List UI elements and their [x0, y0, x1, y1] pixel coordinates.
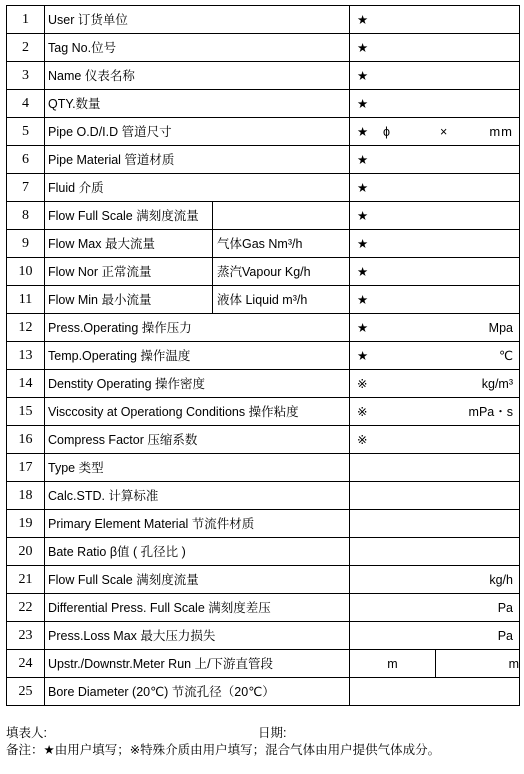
row-label: Upstr./Downstr.Meter Run 上/下游直管段 [45, 650, 350, 678]
upstream-run-cell[interactable] [350, 650, 436, 678]
required-star-icon: ★ [357, 208, 369, 223]
special-mark-icon: ※ [357, 404, 368, 419]
row-label: Press.Operating 操作压力 [45, 314, 350, 342]
form-row [7, 230, 520, 258]
fluid-unit-label: 液体 Liquid m³/h [213, 286, 350, 314]
value-cell[interactable] [350, 342, 520, 370]
value-cell[interactable] [350, 230, 520, 258]
row-label: User 订货单位 [45, 6, 350, 34]
value-cell[interactable] [350, 370, 520, 398]
value-cell[interactable] [350, 146, 520, 174]
required-star-icon: ★ [357, 124, 369, 139]
value-cell[interactable] [350, 62, 520, 90]
row-number: 9 [7, 230, 45, 258]
fluid-unit-label: 气体Gas Nm³/h [213, 230, 350, 258]
form-row [7, 566, 520, 594]
form-row [7, 202, 520, 230]
value-cell[interactable] [350, 174, 520, 202]
value-cell[interactable] [350, 678, 520, 706]
row-number: 10 [7, 258, 45, 286]
row-label: Press.Loss Max 最大压力损失 [45, 622, 350, 650]
unit-label: kg/h [489, 572, 513, 587]
row-label: Calc.STD. 计算标准 [45, 482, 350, 510]
form-row [7, 426, 520, 454]
row-number: 6 [7, 146, 45, 174]
value-cell[interactable] [350, 454, 520, 482]
form-row [7, 510, 520, 538]
row-label: Flow Full Scale 满刻度流量 [45, 202, 213, 230]
row-number: 2 [7, 34, 45, 62]
form-row [7, 314, 520, 342]
value-cell[interactable] [350, 426, 520, 454]
form-row [7, 174, 520, 202]
form-row [7, 342, 520, 370]
unit-label: Pa [497, 600, 513, 615]
row-number: 21 [7, 566, 45, 594]
special-mark-icon: ※ [357, 376, 368, 391]
form-row [7, 398, 520, 426]
row-number: 23 [7, 622, 45, 650]
value-cell[interactable] [350, 538, 520, 566]
value-cell[interactable] [350, 286, 520, 314]
form-row [7, 146, 520, 174]
order-form-table [6, 5, 520, 706]
row-label: Visccosity at Operationg Conditions 操作粘度 [45, 398, 350, 426]
form-row [7, 650, 520, 678]
row-number: 12 [7, 314, 45, 342]
row-label: Denstity Operating 操作密度 [45, 370, 350, 398]
row-label: Flow Min 最小流量 [45, 286, 213, 314]
unit-label: Mpa [488, 320, 513, 335]
value-cell[interactable] [350, 6, 520, 34]
value-cell[interactable] [350, 314, 520, 342]
fluid-unit-label: 蒸汽Vapour Kg/h [213, 258, 350, 286]
row-number: 4 [7, 90, 45, 118]
row-number: 7 [7, 174, 45, 202]
required-star-icon: ★ [357, 180, 369, 195]
form-row [7, 258, 520, 286]
unit-label: m [387, 656, 398, 671]
remarks-note: 备注：★由用户填写；※特殊介质由用户填写；混合气体由用户提供气体成分。 [6, 743, 441, 757]
row-label: QTY.数量 [45, 90, 350, 118]
row-label: Primary Element Material 节流件材质 [45, 510, 350, 538]
value-cell[interactable] [350, 258, 520, 286]
form-footer [6, 725, 440, 759]
value-cell[interactable] [350, 202, 520, 230]
row-number: 5 [7, 118, 45, 146]
form-row [7, 118, 520, 146]
row-number: 25 [7, 678, 45, 706]
row-label: Fluid 介质 [45, 174, 350, 202]
unit-label: m [508, 656, 519, 671]
value-cell[interactable] [350, 90, 520, 118]
pipe-size-cell[interactable] [350, 118, 520, 146]
row-label: Bate Ratio β值 ( 孔径比 ) [45, 538, 350, 566]
required-star-icon: ★ [357, 348, 369, 363]
unit-mm: mm [489, 123, 513, 139]
filler-label: 填表人: [6, 726, 47, 740]
form-row [7, 622, 520, 650]
row-number: 17 [7, 454, 45, 482]
required-star-icon: ★ [357, 292, 369, 307]
times-symbol: × [440, 124, 448, 139]
required-star-icon: ★ [357, 236, 369, 251]
row-number: 19 [7, 510, 45, 538]
row-number: 13 [7, 342, 45, 370]
row-number: 15 [7, 398, 45, 426]
row-label: Flow Full Scale 满刻度流量 [45, 566, 350, 594]
form-row [7, 678, 520, 706]
row-number: 24 [7, 650, 45, 678]
row-number: 20 [7, 538, 45, 566]
required-star-icon: ★ [357, 12, 369, 27]
diameter-symbol: ϕ [383, 124, 391, 139]
row-label: Name 仪表名称 [45, 62, 350, 90]
row-label: Type 类型 [45, 454, 350, 482]
unit-label: mPa・s [468, 404, 513, 419]
unit-label: kg/m³ [481, 376, 513, 391]
form-row [7, 6, 520, 34]
form-row [7, 90, 520, 118]
row-number: 3 [7, 62, 45, 90]
row-number: 16 [7, 426, 45, 454]
row-number: 1 [7, 6, 45, 34]
row-label: Bore Diameter (20℃) 节流孔径（20℃） [45, 678, 350, 706]
special-mark-icon: ※ [357, 432, 368, 447]
required-star-icon: ★ [357, 152, 369, 167]
row-number: 11 [7, 286, 45, 314]
form-row [7, 370, 520, 398]
row-label: Tag No.位号 [45, 34, 350, 62]
row-label: Pipe O.D/I.D 管道尺寸 [45, 118, 350, 146]
row-number: 22 [7, 594, 45, 622]
required-star-icon: ★ [357, 96, 369, 111]
date-label: 日期: [258, 726, 287, 740]
row-label: Compress Factor 压缩系数 [45, 426, 350, 454]
required-star-icon: ★ [357, 264, 369, 279]
row-number: 14 [7, 370, 45, 398]
value-cell[interactable] [350, 482, 520, 510]
downstream-run-cell[interactable] [436, 650, 520, 678]
form-row [7, 34, 520, 62]
row-label: Differential Press. Full Scale 满刻度差压 [45, 594, 350, 622]
row-label: Flow Max 最大流量 [45, 230, 213, 258]
value-cell[interactable] [350, 622, 520, 650]
form-row [7, 62, 520, 90]
value-cell[interactable] [350, 566, 520, 594]
form-row [7, 482, 520, 510]
row-number: 8 [7, 202, 45, 230]
required-star-icon: ★ [357, 68, 369, 83]
form-row [7, 538, 520, 566]
unit-label: ℃ [498, 348, 513, 363]
required-star-icon: ★ [357, 40, 369, 55]
form-row [7, 454, 520, 482]
value-cell[interactable] [350, 34, 520, 62]
value-cell[interactable] [350, 398, 520, 426]
row-label: Pipe Material 管道材质 [45, 146, 350, 174]
row-number: 18 [7, 482, 45, 510]
form-row [7, 594, 520, 622]
row-label: Flow Nor 正常流量 [45, 258, 213, 286]
unit-label: Pa [497, 628, 513, 643]
form-row [7, 286, 520, 314]
value-cell[interactable] [350, 594, 520, 622]
row-label: Temp.Operating 操作温度 [45, 342, 350, 370]
blank-cell [213, 202, 350, 230]
value-cell[interactable] [350, 510, 520, 538]
required-star-icon: ★ [357, 320, 369, 335]
